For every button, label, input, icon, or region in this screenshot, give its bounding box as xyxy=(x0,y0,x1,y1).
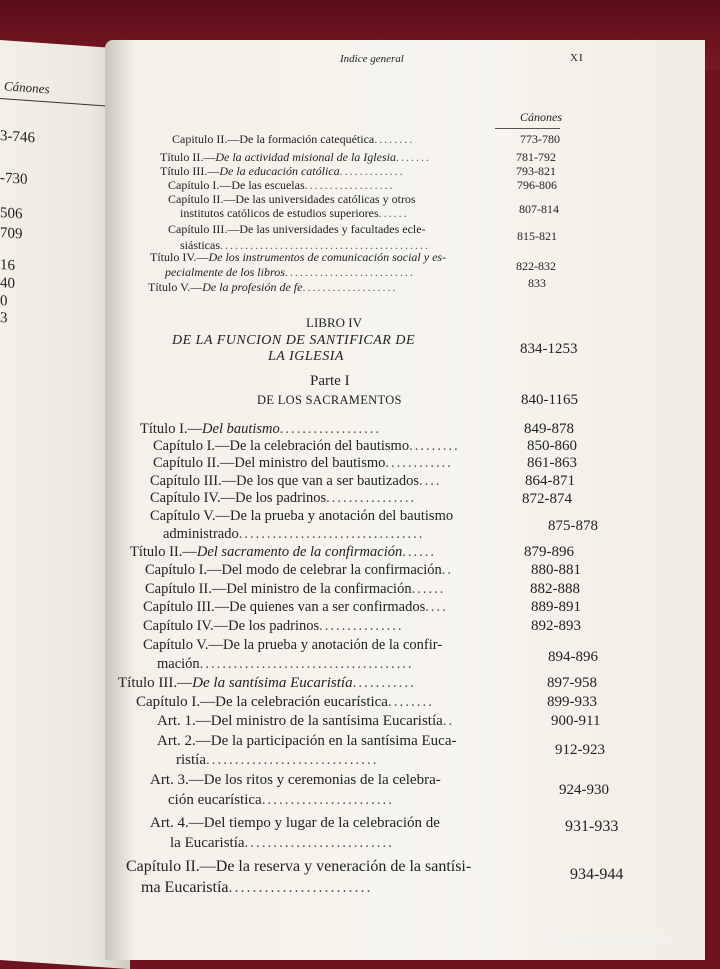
left-page-header: Cánones xyxy=(4,78,50,97)
toc-entry-text: Capítulo II.—Del ministro de la confirmación xyxy=(145,581,412,597)
leader-dots: .......................... xyxy=(284,265,415,279)
toc-entry xyxy=(140,421,381,438)
toc-entry xyxy=(157,656,413,673)
toc-entry-text: Título IV.—De los instrumentos de comunicación social y es- xyxy=(150,250,447,264)
canon-range: 849-878 xyxy=(524,421,574,437)
toc-entry xyxy=(118,675,416,692)
toc-entry-text: Título V.—De la profesión de fe xyxy=(148,280,303,294)
toc-entry xyxy=(168,178,395,193)
leader-dots: ............. xyxy=(339,164,405,178)
canon-range: 934-944 xyxy=(570,866,624,883)
running-header: Indice general xyxy=(340,53,404,65)
canon-range: 899-933 xyxy=(547,694,597,710)
libro-range: 834-1253 xyxy=(520,341,578,357)
leader-dots: .... xyxy=(418,473,442,489)
canon-range: 889-891 xyxy=(531,599,581,615)
canon-column-header: Cánones xyxy=(520,110,562,124)
canon-range: 894-896 xyxy=(548,649,598,665)
leader-dots: ................... xyxy=(302,280,398,294)
toc-entry-text: Art. 1.—Del ministro de la santísima Eucaristía xyxy=(157,713,443,729)
canon-range: 864-871 xyxy=(525,473,575,489)
toc-entry xyxy=(150,490,416,507)
canon-range: 822-832 xyxy=(516,259,556,273)
leader-dots: .. xyxy=(441,562,453,578)
toc-entry-text: Art. 3.—De los ritos y ceremonias de la celebra- xyxy=(150,772,441,788)
leader-dots: ........................ xyxy=(228,879,373,896)
canon-range: 872-874 xyxy=(522,491,572,507)
toc-entry-text: Art. 2.—De la participación en la santísima Euca- xyxy=(157,733,457,749)
toc-entry xyxy=(143,637,442,654)
toc-entry xyxy=(136,694,434,711)
leader-dots: ...................................... xyxy=(199,656,414,672)
leader-dots: ........ xyxy=(374,132,415,146)
toc-entry-text: administrado xyxy=(163,526,239,542)
leader-dots: .. xyxy=(442,713,455,729)
canon-range: 796-806 xyxy=(517,178,557,192)
toc-entry xyxy=(150,250,446,265)
toc-entry-text: la Eucaristía xyxy=(170,835,245,851)
toc-entry-text: Art. 4.—Del tiempo y lugar de la celebración de xyxy=(150,815,440,831)
toc-entry-text: Capítulo I.—Del modo de celebrar la confirmación xyxy=(145,562,442,578)
leader-dots: ...... xyxy=(402,544,436,560)
leader-dots: .............................. xyxy=(206,752,379,768)
leader-dots: ............... xyxy=(319,618,404,634)
canon-header-rule xyxy=(495,128,560,129)
toc-entry xyxy=(160,150,431,165)
toc-entry-text: Capítulo V.—De la prueba y anotación de la confir- xyxy=(143,637,443,653)
toc-entry xyxy=(150,815,440,832)
toc-entry-text: Título I.—Del bautismo xyxy=(140,421,280,437)
leader-dots: ....... xyxy=(395,150,431,164)
left-number: 709 xyxy=(0,225,23,243)
toc-entry-text: Capítulo III.—De los que van a ser bautizados xyxy=(150,473,419,489)
left-number: 3 xyxy=(0,310,8,327)
toc-entry xyxy=(168,222,426,237)
left-number: 40 xyxy=(0,275,15,293)
toc-entry xyxy=(157,713,454,730)
parte-title: DE LOS SACRAMENTOS xyxy=(257,393,402,407)
toc-entry-text: Capítulo V.—De la prueba y anotación del bautismo xyxy=(150,508,454,524)
toc-entry-text: ristía xyxy=(176,752,206,768)
leader-dots: .......................... xyxy=(244,835,395,851)
libro-title-line2: LA IGLESIA xyxy=(268,349,344,364)
toc-entry-text: pecialmente de los libros xyxy=(165,265,285,279)
leader-dots: ................ xyxy=(326,490,417,506)
parte-label: Parte I xyxy=(310,373,350,389)
toc-entry-text: Título III.—De la educación católica xyxy=(160,164,340,178)
toc-entry-text: Capítulo II.—Del ministro del bautismo xyxy=(153,455,386,471)
left-number: 16 xyxy=(0,257,15,275)
toc-entry-text: Capítulo II.—De la reserva y veneración de la santísi- xyxy=(126,858,472,875)
leader-dots: ......... xyxy=(409,438,460,454)
toc-entry-text: Capítulo II.—De las universidades católicas y otros xyxy=(168,192,416,206)
leader-dots: ....................... xyxy=(261,792,394,808)
canon-range: 879-896 xyxy=(524,544,574,560)
toc-entry xyxy=(180,206,409,221)
toc-entry xyxy=(160,164,405,179)
toc-entry-text: Capítulo I.—De la celebración del bautismo xyxy=(153,438,410,454)
canon-range: 931-933 xyxy=(565,818,619,835)
canon-range: 773-780 xyxy=(520,132,560,146)
leader-dots: ................................. xyxy=(238,526,425,542)
canon-range: 924-930 xyxy=(559,782,609,798)
toc-entry-text: siásticas xyxy=(180,238,220,252)
leader-dots: ...... xyxy=(411,581,446,597)
toc-entry-text: Título III.—De la santísima Eucaristía xyxy=(118,675,353,691)
leader-dots: ............ xyxy=(385,455,453,471)
toc-entry xyxy=(153,438,460,455)
left-header-rule xyxy=(0,98,110,107)
toc-entry-text: institutos católicos de estudios superiores xyxy=(180,206,379,220)
toc-entry-text: Capítulo IV.—De los padrinos xyxy=(143,618,320,634)
left-number: 506 xyxy=(0,205,23,223)
toc-entry xyxy=(145,562,453,579)
toc-entry-text: Título II.—De la actividad misional de la Iglesia xyxy=(160,150,396,164)
leader-dots: ........ xyxy=(387,694,434,710)
toc-entry xyxy=(163,526,424,543)
canon-range: 875-878 xyxy=(548,518,598,534)
leader-dots: .... xyxy=(425,599,448,615)
toc-entry xyxy=(150,473,441,490)
toc-entry-text: Capítulo III.—De quienes van a ser confirmados xyxy=(143,599,426,615)
leader-dots: .......................................... xyxy=(220,238,430,252)
watermark: TODOCOLECCION xyxy=(545,932,667,947)
toc-entry xyxy=(126,858,471,876)
toc-entry xyxy=(165,265,415,280)
canon-range: 861-863 xyxy=(527,455,577,471)
canon-range: 850-860 xyxy=(527,438,577,454)
toc-entry xyxy=(141,879,373,897)
toc-entry xyxy=(143,618,404,635)
libro-title-line1: DE LA FUNCION DE SANTIFICAR DE xyxy=(172,333,416,348)
canon-range: 882-888 xyxy=(530,581,580,597)
left-number: 3-746 xyxy=(0,128,35,147)
toc-entry-text: ción eucarística xyxy=(168,792,262,808)
canon-range: 880-881 xyxy=(531,562,581,578)
toc-entry-text: Capítulo I.—De las escuelas xyxy=(168,178,305,192)
toc-entry-text: mación xyxy=(157,656,200,672)
toc-entry-text: Capítulo III.—De las universidades y facultades ecle- xyxy=(168,222,426,236)
toc-entry-text: Título II.—Del sacramento de la confirmación xyxy=(130,544,403,560)
toc-entry-text: Capítulo I.—De la celebración eucarística xyxy=(136,694,388,710)
toc-entry xyxy=(150,508,453,525)
toc-entry xyxy=(148,280,397,295)
canon-range: 807-814 xyxy=(519,202,559,216)
leader-dots: .................. xyxy=(304,178,395,192)
toc-entry xyxy=(168,192,416,207)
parte-range: 840-1165 xyxy=(521,392,578,408)
toc-entry xyxy=(168,792,394,809)
leader-dots: ...... xyxy=(378,206,409,220)
canon-range: 912-923 xyxy=(555,742,605,758)
leader-dots: ........... xyxy=(352,675,416,691)
page-number: XI xyxy=(570,52,584,64)
toc-entry xyxy=(143,599,448,616)
libro-label: LIBRO IV xyxy=(306,315,362,330)
toc-entry xyxy=(170,835,394,852)
canon-range: 897-958 xyxy=(547,675,597,691)
canon-range: 793-821 xyxy=(516,164,556,178)
toc-entry xyxy=(153,455,453,472)
canon-range: 833 xyxy=(528,276,546,290)
canon-range: 892-893 xyxy=(531,618,581,634)
toc-entry-text: Capitulo II.—De la formación catequética xyxy=(172,132,375,146)
left-number: 0 xyxy=(0,293,8,310)
toc-entry xyxy=(172,132,414,147)
canon-range: 781-792 xyxy=(516,150,556,164)
canon-range: 815-821 xyxy=(517,229,557,243)
toc-entry xyxy=(150,772,441,789)
toc-entry xyxy=(145,581,445,598)
toc-entry xyxy=(176,752,379,769)
toc-entry xyxy=(157,733,456,750)
left-number: -730 xyxy=(0,170,28,188)
toc-entry xyxy=(130,544,436,561)
leader-dots: .................. xyxy=(279,421,382,437)
toc-entry-text: ma Eucaristía xyxy=(141,879,229,896)
toc-entry-text: Capítulo IV.—De los padrinos xyxy=(150,490,327,506)
canon-range: 900-911 xyxy=(551,713,601,729)
